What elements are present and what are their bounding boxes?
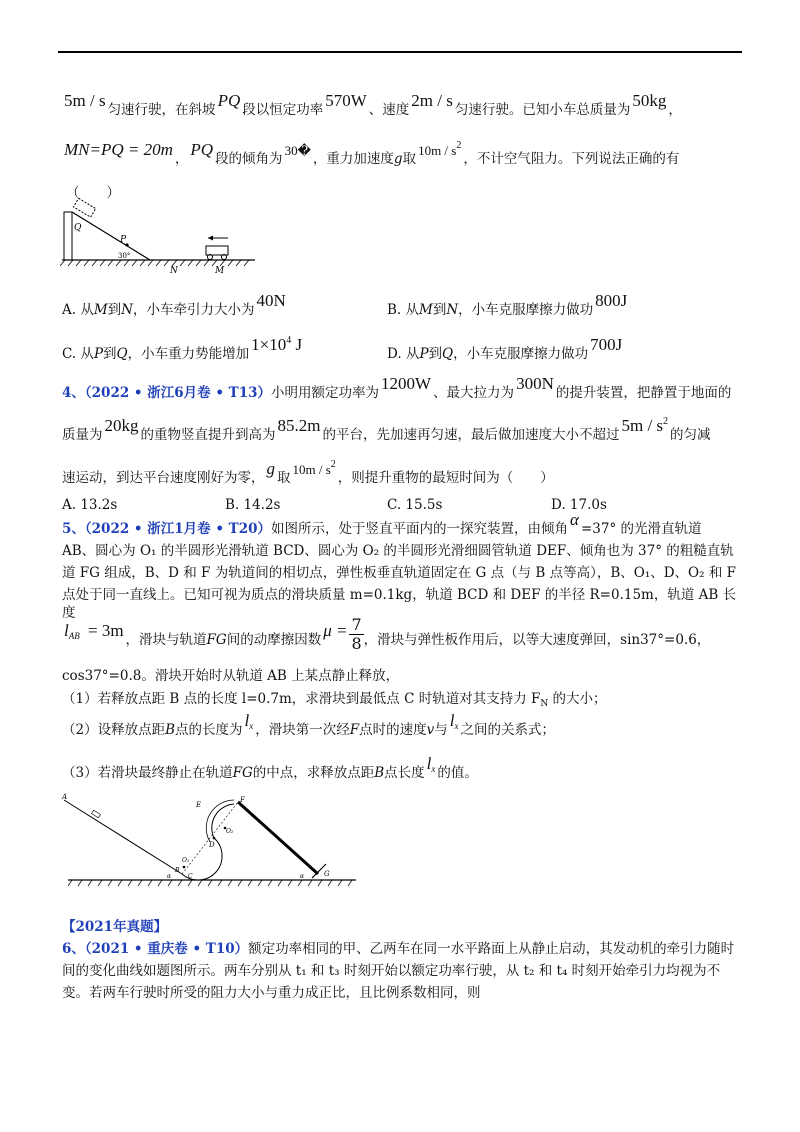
label-d: D xyxy=(209,841,215,849)
label-e: E xyxy=(196,801,202,809)
q5-line1: 5、（2022 • 浙江1月卷 • T20）如图所示，处于竖直平面内的一探究装置，由倾角 α =37° 的光滑直轨道 xyxy=(62,510,702,537)
label-angle: 30° xyxy=(118,252,131,260)
header-rule xyxy=(58,51,742,53)
q3-options-row2 xyxy=(62,335,738,366)
label-alpha-right: α xyxy=(300,873,305,880)
label-f: F xyxy=(240,796,245,804)
q4-option-a[interactable]: A. 13.2s xyxy=(62,497,118,513)
q4-line1: 4、（2022 • 浙江6月卷 • T13）小明用额定功率为 1200W 、最大拉力为 300N 的提升装置，把静置于地面的 xyxy=(62,374,732,401)
label-q: Q xyxy=(74,223,82,233)
q4-option-d[interactable]: D. 17.0s xyxy=(551,497,607,513)
q6-source: （2021 • 重庆卷 • T10） xyxy=(84,941,249,957)
q4-option-b[interactable]: B. 14.2s xyxy=(225,497,281,513)
q5-source: （2022 • 浙江1月卷 • T20） xyxy=(84,521,272,537)
q6-line3: 变。若两车行驶时所受的阻力大小与重力成正比，且比例系数相同，则 xyxy=(62,985,481,1001)
q3-incline-figure xyxy=(60,198,260,278)
label-o1: O₁ xyxy=(182,857,190,864)
label-c: C xyxy=(188,873,193,880)
label-a: A xyxy=(62,793,68,801)
q5-subq2: （2）设释放点距B点的长度为 $l_x$ ，滑块第一次经F点时的速度v与 $l_x$ 之间的关系式； xyxy=(62,711,555,738)
label-p: P xyxy=(120,235,127,245)
q3-option-b[interactable]: B. 从M到N，小车克服摩擦力做功 800J xyxy=(387,291,628,318)
q3-option-a[interactable]: A. 从M到N，小车牵引力大小为 40N xyxy=(62,291,286,318)
label-o2: O₂ xyxy=(226,828,234,835)
q5-track-figure xyxy=(60,790,360,892)
q5-line4: 点处于同一直线上。已知可视为质点的滑块质量 m=0.1kg，轨道 BCD 和 DEF 的半径 R=0.15m，轨道 AB 长度 xyxy=(62,587,737,621)
q5-subq3: （3）若滑块最终静止在轨道FG的中点，求释放点距B点长度 $l_x$ 的值。 xyxy=(62,754,478,781)
q5-line2: AB、圆心为 O₁ 的半圆形光滑轨道 BCD、圆心为 O₂ 的半圆形光滑细圆管轨道 DEF、倾角也为 37° 的粗糙直轨 xyxy=(62,543,734,559)
q3-option-c[interactable]: C. 从P到Q，小车重力势能增加 $1\times 10^4$ J xyxy=(62,335,303,362)
q4-option-c[interactable]: C. 15.5s xyxy=(387,497,443,513)
q5-line3: 道 FG 组成，B、D 和 F 为轨道间的相切点，弹性板垂直轨道固定在 G 点（与 B 点等高），B、O₁、D、O₂ 和 F xyxy=(62,565,736,581)
year-heading: 【2021年真题】 xyxy=(62,919,168,935)
q3-options-row1 xyxy=(62,291,738,322)
q5-line5: $l_{AB} = 3m$ ，滑块与轨道FG间的动摩擦因数 μ = $\frac{7}{8}$ ，滑块与弹性板作用后，以等大速度弹回，sin37°=0.6， xyxy=(64,615,711,653)
q3-line2: MN=PQ = 20m ， PQ 段的倾角为30�，重力加速度g取$10m / s^2$，不计空气阻力。下列说法正确的有 xyxy=(64,140,680,167)
q6-line2: 间的变化曲线如题图所示。两车分别从 t₁ 和 t₃ 时刻开始以额定功率行驶，从 t₂ 和 t₄ 时刻开始牵引力均视为不 xyxy=(62,963,721,979)
q4-line2: 质量为 20kg 的重物竖直提升到高为 85.2m 的平台，先加速再匀速，最后做加速度大小不超过 $5m / s^2$的匀减 xyxy=(62,416,711,443)
q4-source: （2022 • 浙江6月卷 • T13） xyxy=(84,385,272,401)
label-alpha-left: α xyxy=(167,873,172,880)
label-m: M xyxy=(215,266,225,276)
q3-line1: 5m / s 匀速行驶，在斜坡 PQ 段以恒定功率 570W 、速度 2m / s 匀速行驶。已知小车总质量为 50kg ， xyxy=(64,91,682,118)
q6-line1: 6、（2021 • 重庆卷 • T10）额定功率相同的甲、乙两车在同一水平路面上从静止启动，其发动机的牵引力随时 xyxy=(62,941,735,957)
label-n: N xyxy=(170,266,178,276)
q5-subq1: （1）若释放点距 B 点的长度 l=0.7m，求滑块到最低点 C 时轨道对其支持力 $F_N$ 的大小； xyxy=(62,691,607,709)
label-g: G xyxy=(324,870,330,878)
label-b: B xyxy=(175,867,180,874)
q3-option-d[interactable]: D. 从P到Q，小车克服摩擦力做功 700J xyxy=(387,335,623,362)
q5-line6: cos37°=0.8。滑块开始时从轨道 AB 上某点静止释放， xyxy=(62,668,400,684)
q4-line3: 速运动，到达平台速度刚好为零， g 取$10m / s^2$，则提升重物的最短时间为（ ） xyxy=(62,459,554,486)
q3-answer-paren: （ ） xyxy=(66,185,120,201)
